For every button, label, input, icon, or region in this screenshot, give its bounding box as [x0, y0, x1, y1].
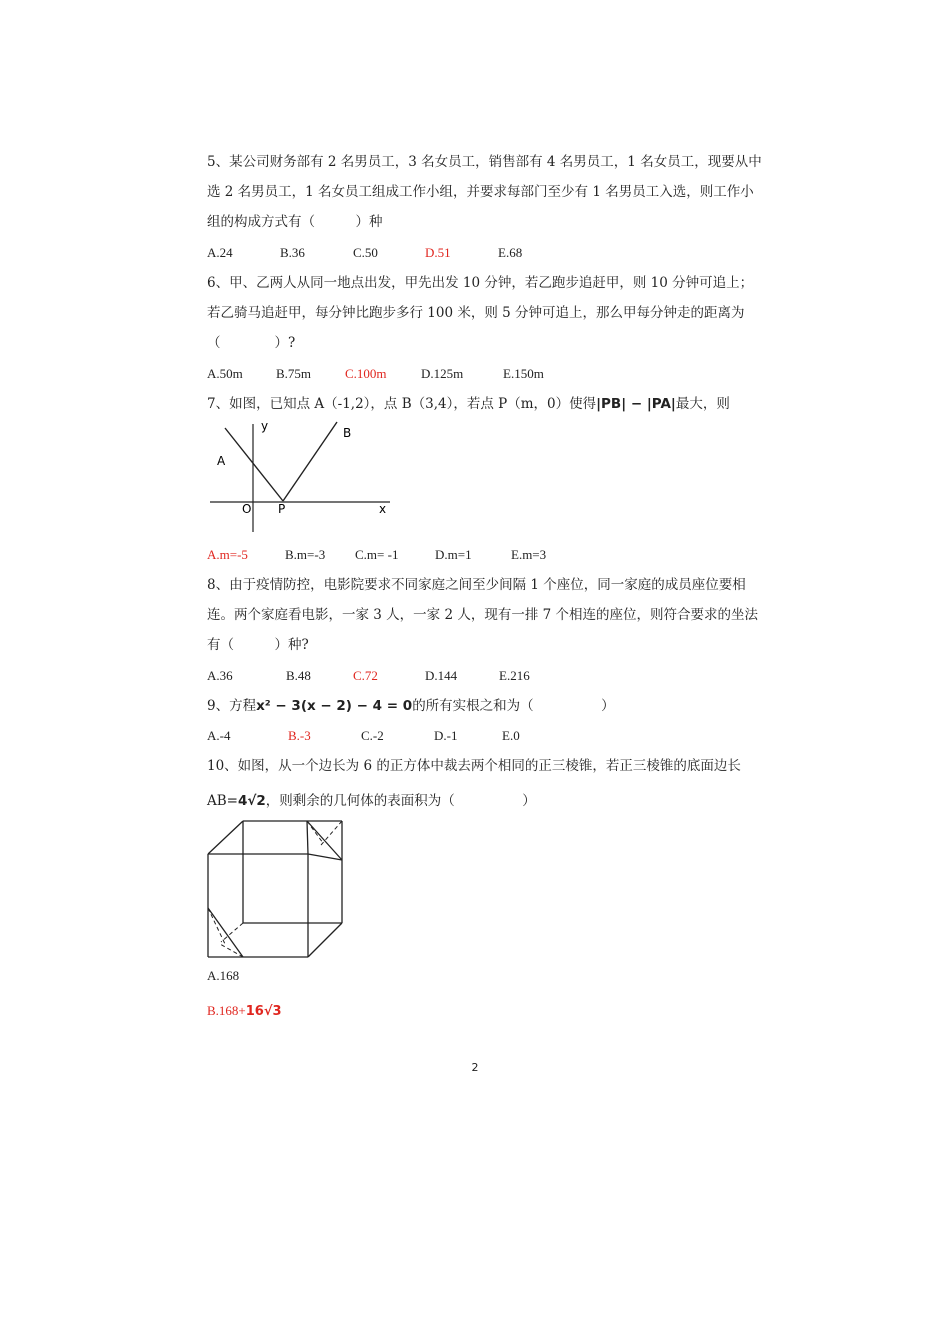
q5-option-b: B.36: [280, 245, 305, 260]
q7-line-1: [207, 395, 730, 413]
q8-option-a: A.36: [207, 668, 233, 683]
q10-formula-ab: 4√2: [237, 793, 266, 809]
q10-line-2: [207, 792, 536, 810]
q8-option-c-answer: C.72: [353, 668, 378, 683]
q5-line-3: 组的构成方式有（ ）种: [207, 214, 383, 230]
q8-line-3: 有（ ）种?: [207, 637, 309, 653]
q10-line-1: 10、如图，从一个边长为 6 的正方体中裁去两个相同的正三棱锥，若正三棱锥的底面边长: [207, 758, 741, 774]
q10-text-post: ，则剩余的几何体的表面积为（ ）: [265, 793, 536, 809]
q5-option-d-answer: D.51: [425, 245, 451, 260]
q6-option-e: E.150m: [503, 366, 544, 381]
q8-option-b: B.48: [286, 668, 311, 683]
q7-text-post: 最大，则: [675, 396, 730, 412]
cube-solid-edges: [208, 821, 342, 957]
q6-option-a: A.50m: [207, 366, 243, 381]
label-b: B: [343, 426, 352, 440]
q8-option-e: E.216: [499, 668, 530, 683]
q10-text-pre: AB=: [207, 793, 238, 809]
q7-formula: |PB| − |PA|: [596, 396, 676, 412]
q6-line-2: 若乙骑马追赶甲，每分钟比跑步多行 100 米，则 5 分钟可追上，那么甲每分钟走的距离为: [207, 305, 745, 321]
q9-line-1: [207, 697, 615, 715]
label-x: x: [379, 502, 387, 516]
q6-option-b: B.75m: [276, 366, 312, 381]
q6-option-c-answer: C.100m: [345, 366, 387, 381]
q10-option-a: A.168: [207, 968, 240, 983]
q7-text-pre: 7、如图，已知点 A（-1,2），点 B（3,4），若点 P（m，0）使得: [207, 396, 597, 412]
q10-option-b-formula: 16√3: [245, 1004, 282, 1019]
q6-line-3: （ ）?: [207, 335, 296, 351]
q9-text-post: 的所有实根之和为（ ）: [412, 698, 615, 714]
label-y: y: [261, 419, 269, 433]
q5-option-e: E.68: [498, 245, 523, 260]
q5-line-1: 5、某公司财务部有 2 名男员工，3 名女员工，销售部有 4 名男员工，1 名女员工，现要从中: [207, 154, 762, 170]
q7-option-e: E.m=3: [511, 547, 547, 562]
label-a: A: [217, 454, 226, 468]
line-pa: [225, 428, 283, 501]
q6-option-d: D.125m: [421, 366, 464, 381]
q8-option-d: D.144: [425, 668, 458, 683]
line-pb: [283, 422, 337, 501]
q9-option-b-answer: B.-3: [288, 728, 311, 743]
q9-formula: x² − 3(x − 2) − 4 = 0: [256, 698, 413, 714]
label-o: O: [242, 502, 252, 516]
q10-option-b-answer: [207, 1002, 282, 1021]
q6-line-1: 6、甲、乙两人从同一地点出发，甲先出发 10 分钟，若乙跑步追赶甲，则 10 分钟可追上；: [207, 275, 754, 291]
q7-option-d: D.m=1: [435, 547, 472, 562]
q9-option-c: C.-2: [361, 728, 384, 743]
q9-text-pre: 9、方程: [207, 698, 257, 714]
q7-option-a-answer: A.m=-5: [207, 547, 248, 562]
q5-line-2: 选 2 名男员工，1 名女员工组成工作小组，并要求每部门至少有 1 名男员工入选，则工作小: [207, 184, 754, 200]
q5-option-c: C.50: [353, 245, 378, 260]
q9-option-a: A.-4: [207, 728, 231, 743]
q10-cube-figure: [203, 818, 349, 962]
q10-option-b-text: B.168+: [207, 1003, 246, 1018]
q8-line-2: 连。两个家庭看电影，一家 3 人，一家 2 人，现有一排 7 个相连的座位，则符合要求的坐法: [207, 607, 759, 623]
q7-coordinate-figure: [205, 418, 395, 536]
page-number: 2: [471, 1061, 479, 1074]
q9-option-d: D.-1: [434, 728, 458, 743]
q7-option-c: C.m= -1: [355, 547, 399, 562]
q7-option-b: B.m=-3: [285, 547, 326, 562]
label-p: P: [278, 502, 286, 516]
q5-option-a: A.24: [207, 245, 233, 260]
q9-option-e: E.0: [502, 728, 520, 743]
q8-line-1: 8、由于疫情防控，电影院要求不同家庭之间至少间隔 1 个座位，同一家庭的成员座位要相: [207, 577, 746, 593]
